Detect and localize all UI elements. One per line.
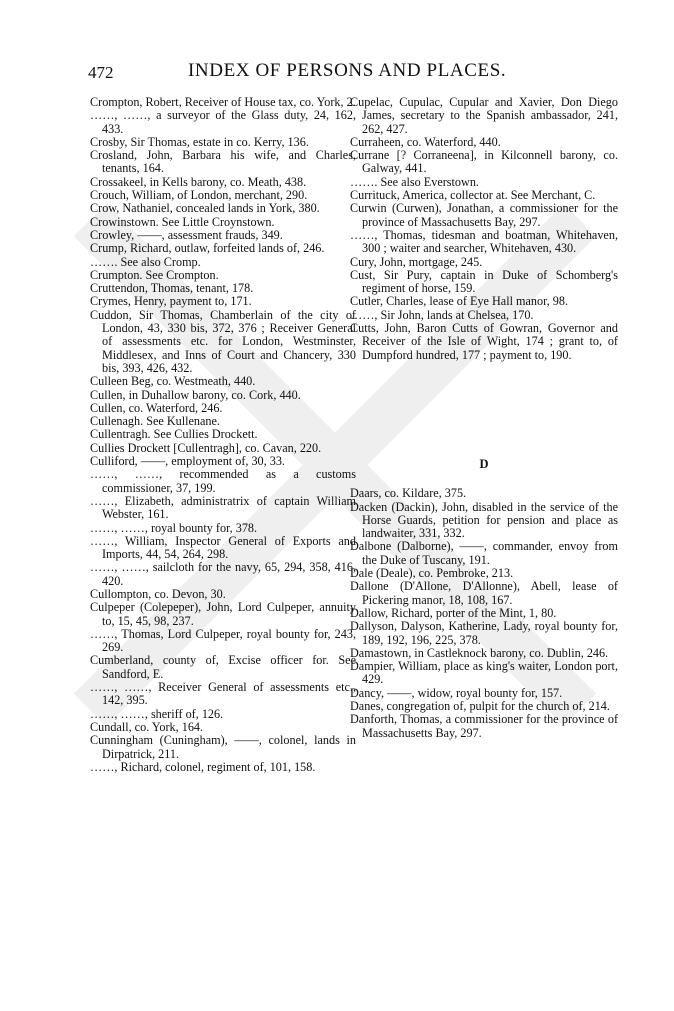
index-entry: Dallow, Richard, porter of the Mint, 1, 80. [350,605,557,620]
index-entry: Curwin (Curwen), Jonathan, a commissioner for the province of Massachusetts Bay, 297. [350,201,618,229]
index-entry: Crowley, ——, assessment frauds, 349. [90,227,283,242]
index-entry: Curraheen, co. Waterford, 440. [350,134,501,149]
index-entry: ……, Richard, colonel, regiment of, 101, 158. [90,759,316,774]
index-entry: Cury, John, mortgage, 245. [350,254,483,269]
index-entry: Cust, Sir Pury, captain in Duke of Schomberg's regiment of horse, 159. [350,267,618,296]
right-column [350,96,618,740]
index-entry: ……, ……, recommended as a customs commissioner, 37, 199. [90,467,356,495]
section-heading-d: D [479,456,489,471]
index-entry: Cutler, Charles, lease of Eye Hall manor, 98. [350,294,568,309]
index-entry: Curranе [? Corraneena], in Kilconnell barony, co. Galway, 441. [350,148,618,176]
index-entry: Dale (Deale), co. Pembroke, 213. [350,566,514,581]
index-entry: Cruttendon, Thomas, tenant, 178. [90,281,254,296]
index-entry: ……, ……, royal bounty for, 378. [90,520,258,535]
page-number: 472 [88,63,114,82]
index-entry: ……, ……, sheriff of, 126. [90,706,224,721]
page-title: INDEX OF PERSONS AND PLACES. [188,60,507,81]
index-entry: ……, ……, a surveyor of the Glass duty, 24, 162, 433. [90,108,356,136]
index-entry: Crow, Nathaniel, concealed lands in York, 380. [90,201,320,216]
index-entry: Cullentragh. See Cullies Drockett. [90,427,258,442]
index-entry: Cundall, co. York, 164. [90,719,204,734]
index-entry: Crompton, Robert, Receiver of House tax, co. York, 2. [90,95,356,109]
left-column [90,96,356,774]
index-entry: Danes, congregation of, pulpit for the church of, 214. [350,698,610,713]
index-entry: Dallone (D'Allone, D'Allonne), Abell, lease of Pickering manor, 18, 108, 167. [350,579,618,607]
index-entry: Cullenagh. See Kullenane. [90,414,220,429]
index-entry: Daars, co. Kildare, 375. [350,486,467,501]
index-entry: Crouch, William, of London, merchant, 290. [90,188,308,203]
index-entry: Crosby, Sir Thomas, estate in co. Kerry, 136. [90,134,309,149]
index-entry: Dallyson, Dalyson, Katherine, Lady, royal bounty for, 189, 192, 196, 225, 378. [350,619,618,647]
index-entry: Currituck, America, collector at. See Merchant, C. [350,188,596,203]
index-entry: ……, Thomas, tidesman and boatman, Whitehaven, 300 ; waiter and searcher, Whitehaven, 430. [350,227,618,256]
index-entry: Culleen Beg, co. Westmeath, 440. [90,374,256,389]
index-entry: Damastown, in Castleknock barony, co. Dublin, 246. [350,645,609,660]
index-entry: Cullen, co. Waterford, 246. [90,400,223,415]
index-entry: Crosland, John, Barbara his wife, and Charles, tenants, 164. [90,148,356,176]
index-entry: Cutts, John, Baron Cutts of Gowran, Governor and Receiver of the Isle of Wight, 174 ; grant to, of Dumpford hundred, 177 ; payment to, 190. [350,321,618,362]
index-entry: ……, ……, Receiver General of assessments etc., 142, 395. [90,680,356,708]
left-entry-list [90,96,356,774]
index-entry: Crumpton. See Crompton. [90,267,219,282]
right-entry-list-c [350,96,618,362]
index-entry: Danforth, Thomas, a commissioner for the province of Massachusetts Bay, 297. [350,712,618,740]
index-entry: Crump, Richard, outlaw, forfeited lands of, 246. [90,241,325,256]
index-entry: Dancy, ——, widow, royal bounty for, 157. [350,685,563,700]
index-entry: Cullies Drockett [Cullentragh], co. Cavan, 220. [90,440,322,455]
index-entry: ……. See also Cromp. [90,254,201,269]
index-entry: Culpeper (Colepeper), John, Lord Culpeper, annuity to, 15, 45, 98, 237. [90,600,356,628]
index-entry: Crymes, Henry, payment to, 171. [90,294,252,309]
index-entry: Cunningham (Cuningham), ——, colonel, lands in Dirpatrick, 211. [90,733,356,761]
index-entry: ……, Elizabeth, administratrix of captain William Webster, 161. [90,493,356,522]
page-header [0,60,674,90]
index-entry: Cumberland, county of, Excise officer for. See Sandford, E. [90,653,356,681]
index-entry: Cuddon, Sir Thomas, Chamberlain of the city of London, 43, 330 bis, 372, 376 ; Receiver General of assessments etc. for London, Westminster, Middlesex, and Inns of Court and Chancery, 330 bis, 393, 426, 432. [90,307,356,375]
index-entry: Culliford, ——, employment of, 30, 33. [90,454,285,469]
index-entry: Cullompton, co. Devon, 30. [90,586,226,601]
index-entry: Crossakeel, in Kells barony, co. Meath, 438. [90,174,307,189]
index-entry: Cupelac, Cupulac, Cupular and Xavier, Don Diego James, secretary to the Spanish ambassador, 241, 262, 427. [350,95,618,136]
index-entry: Dacken (Dackin), John, disabled in the service of the Horse Guards, petition for pension and place as landwaiter, 331, 332. [350,499,618,541]
index-entry: ……. See also Everstown. [350,174,479,189]
index-entry: Dalbone (Dalborne), ——, commander, envoy from the Duke of Tuscany, 191. [350,539,618,567]
index-entry: Cullen, in Duhallow barony, co. Cork, 440. [90,387,301,402]
index-entry: ……, ……, sailcloth for the navy, 65, 294, 358, 416, 420. [90,560,356,588]
index-entry: Dampier, William, place as king's waiter, London port, 429. [350,659,618,687]
index-entry: ……, William, Inspector General of Exports and Imports, 44, 54, 264, 298. [90,533,356,562]
index-entry: ……, Sir John, lands at Chelsea, 170. [350,307,534,322]
index-entry: ……, Thomas, Lord Culpeper, royal bounty for, 243, 269. [90,626,356,655]
index-entry: Crowinstown. See Little Croynstown. [90,214,275,229]
right-entry-list-d [350,487,618,740]
